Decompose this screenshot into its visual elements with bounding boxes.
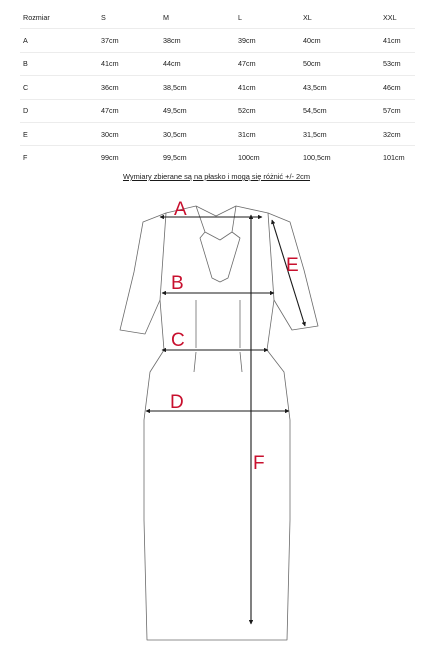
header-xxl: XXL (383, 6, 415, 29)
measure-label-e: E (286, 255, 299, 276)
table-row (20, 122, 415, 145)
measurement-note: Wymiary zbierane są na płasko i mogą się różnić +/- 2cm (122, 172, 311, 181)
table-cell: 49,5cm (163, 99, 238, 122)
table-cell: 46cm (383, 76, 415, 99)
dress-measurement-diagram (0, 190, 433, 650)
size-table (20, 6, 415, 169)
table-cell: 31cm (238, 122, 303, 145)
table-cell: 30cm (101, 122, 163, 145)
table-cell: 39cm (238, 29, 303, 52)
header-l: L (238, 6, 303, 29)
measure-labels (170, 199, 299, 474)
table-cell: 41cm (101, 52, 163, 75)
table-cell: 43,5cm (303, 76, 383, 99)
row-label: C (20, 76, 101, 99)
table-cell: 36cm (101, 76, 163, 99)
measure-label-a: A (174, 199, 187, 220)
measure-label-c: C (171, 330, 185, 351)
row-label: A (20, 29, 101, 52)
table-cell: 32cm (383, 122, 415, 145)
header-size: Rozmiar (20, 6, 101, 29)
table-cell: 52cm (238, 99, 303, 122)
row-label: F (23, 153, 28, 163)
table-row (20, 76, 415, 99)
table-row (20, 52, 415, 75)
table-cell: 44cm (163, 52, 238, 75)
row-label: D (20, 99, 101, 122)
table-cell: 47cm (238, 52, 303, 75)
header-m: M (163, 6, 238, 29)
table-cell: 101cm (383, 153, 405, 163)
table-cell: 31,5cm (303, 122, 383, 145)
table-cell: 41cm (238, 76, 303, 99)
header-xl: XL (303, 6, 383, 29)
table-cell: 30,5cm (163, 122, 238, 145)
measure-label-b: B (171, 273, 184, 294)
measure-label-d: D (170, 392, 184, 413)
measure-lines (146, 215, 305, 624)
table-cell: 40cm (303, 29, 383, 52)
table-row (20, 146, 415, 169)
table-cell: 37cm (101, 29, 163, 52)
table-cell: 54,5cm (303, 99, 383, 122)
table-cell: 53cm (383, 52, 415, 75)
table-cell: 100cm (238, 153, 260, 163)
table-cell: 47cm (101, 99, 163, 122)
row-label: B (20, 52, 101, 75)
table-cell: 99,5cm (163, 153, 187, 163)
table-row (20, 99, 415, 122)
measure-label-f: F (253, 453, 265, 474)
table-cell: 38,5cm (163, 76, 238, 99)
table-cell: 99cm (101, 153, 119, 163)
table-header-row (20, 6, 415, 29)
table-cell: 50cm (303, 52, 383, 75)
table-row (20, 29, 415, 52)
table-cell: 38cm (163, 29, 238, 52)
table-cell: 57cm (383, 99, 415, 122)
header-s: S (101, 6, 163, 29)
row-label: E (20, 122, 101, 145)
table-cell: 100,5cm (303, 153, 331, 163)
table-cell: 41cm (383, 29, 415, 52)
